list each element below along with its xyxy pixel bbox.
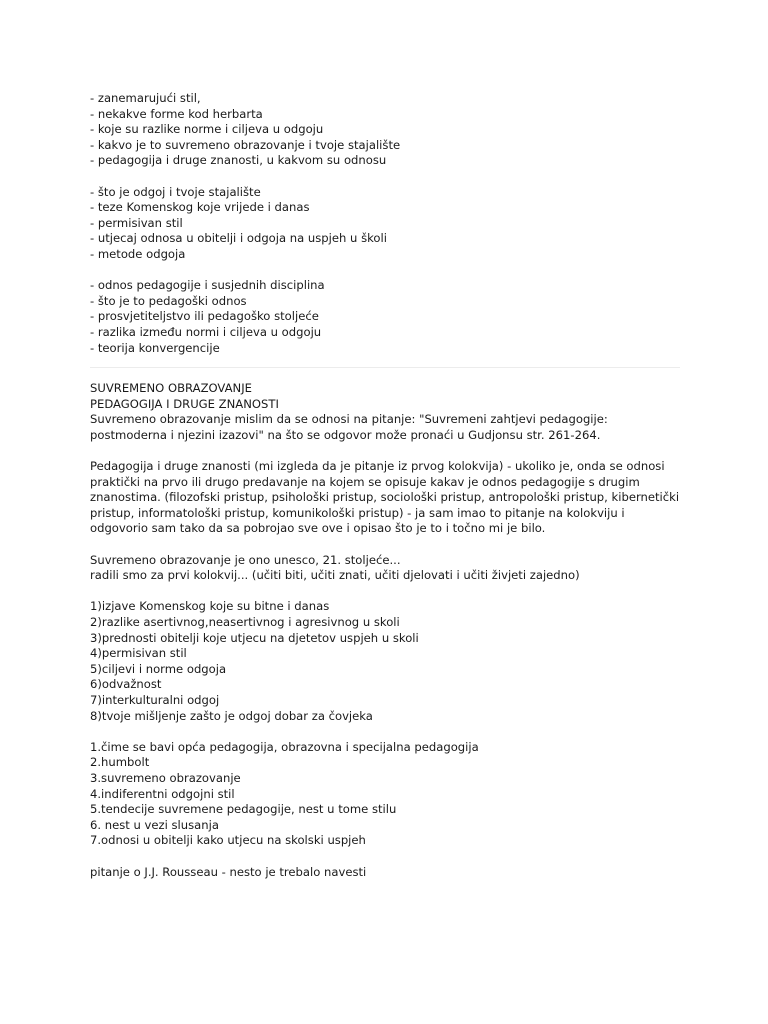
closing-note: pitanje o J.J. Rousseau - nesto je trebalo navesti [90, 864, 367, 879]
paragraph: Pedagogija i druge znanosti (mi izgleda da je pitanje iz prvog kolokvija) - ukoliko je, onda se odnosi praktički na prvo ili drugo predavanje na kojem se opisuje kakav je odnos pedagogije s drugim znanostima. (filozofski pristup, psihološki pristup, sociološki pristup, antropološki pristup, kibernetički pristup, informatološki pristup, komunikološki pristup) - ja sam imao to pitanje na kolokviju i odgovorio sam tako da sa pobrojao sve ove i opisao što je to i točno mi je bilo. [90, 459, 680, 536]
list-item: - teorija konvergencije [90, 340, 220, 355]
list-item: 1)izjave Komenskog koje su bitne i danas [90, 599, 330, 614]
list-item: 8)tvoje mišljenje zašto je odgoj dobar za čovjeka [90, 708, 373, 723]
list-item: - što je to pedagoški odnos [90, 293, 247, 308]
question-list-2 [90, 185, 680, 263]
spacer [90, 849, 680, 865]
answers-section [90, 381, 680, 584]
list-item: - teze Komenskog koje vrijede i danas [90, 200, 310, 215]
spacer [90, 724, 680, 740]
spacer [90, 169, 680, 185]
list-item: - pedagogija i druge znanosti, u kakvom su odnosu [90, 153, 387, 168]
list-item: - što je odgoj i tvoje stajalište [90, 184, 261, 199]
paragraph-line: Suvremeno obrazovanje je ono unesco, 21. stoljeće... [90, 552, 401, 567]
list-item: - utjecaj odnosa u obitelji i odgoja na uspjeh u školi [90, 231, 387, 246]
list-item: - prosvjetiteljstvo ili pedagoško stoljeće [90, 309, 319, 324]
list-item: - metode odgoja [90, 246, 186, 261]
list-item: 3.suvremeno obrazovanje [90, 770, 241, 785]
list-item: 2.humbolt [90, 755, 150, 770]
paragraph-line: radili smo za prvi kolokvij... (učiti biti, učiti znati, učiti djelovati i učiti živjeti zajedno) [90, 568, 580, 583]
list-item: 7.odnosi u obitelji kako utjecu na skolski uspjeh [90, 833, 366, 848]
list-item: - nekakve forme kod herbarta [90, 106, 263, 121]
list-item: 6. nest u vezi slusanja [90, 817, 219, 832]
list-item: - odnos pedagogije i susjednih disciplina [90, 278, 325, 293]
spacer [90, 584, 680, 600]
list-item: - zanemarujući stil, [90, 91, 201, 105]
question-list-4 [90, 599, 680, 724]
list-item: 7)interkulturalni odgoj [90, 692, 220, 707]
list-item: 4.indiferentni odgojni stil [90, 786, 235, 801]
spacer [90, 263, 680, 279]
spacer [90, 443, 680, 459]
list-item: - permisivan stil [90, 215, 183, 230]
list-item: 1.čime se bavi opća pedagogija, obrazovna i specijalna pedagogija [90, 739, 479, 754]
horizontal-divider [90, 367, 680, 368]
question-list-3 [90, 278, 680, 356]
list-item: 3)prednosti obitelji koje utjecu na djetetov uspjeh u skoli [90, 630, 419, 645]
spacer [90, 537, 680, 553]
list-item: 6)odvažnost [90, 677, 162, 692]
document-page [90, 91, 680, 880]
list-item: 5.tendecije suvremene pedagogije, nest u tome stilu [90, 802, 397, 817]
paragraph: Suvremeno obrazovanje mislim da se odnosi na pitanje: "Suvremeni zahtjevi pedagogije: postmoderna i njezini izazovi" na što se odgovor može pronaći u Gudjonsu str. 261-264. [90, 412, 608, 442]
list-item: 2)razlike asertivnog,neasertivnog i agresivnog u skoli [90, 615, 400, 629]
question-list-1 [90, 91, 680, 169]
question-list-5 [90, 740, 680, 849]
list-item: 4)permisivan stil [90, 646, 187, 661]
list-item: - razlika između normi i ciljeva u odgoju [90, 324, 322, 339]
section-heading: PEDAGOGIJA I DRUGE ZNANOSTI [90, 396, 279, 411]
section-heading: SUVREMENO OBRAZOVANJE [90, 381, 252, 396]
list-item: 5)ciljevi i norme odgoja [90, 661, 227, 676]
list-item: - koje su razlike norme i ciljeva u odgoju [90, 122, 324, 137]
list-item: - kakvo je to suvremeno obrazovanje i tvoje stajalište [90, 137, 401, 152]
